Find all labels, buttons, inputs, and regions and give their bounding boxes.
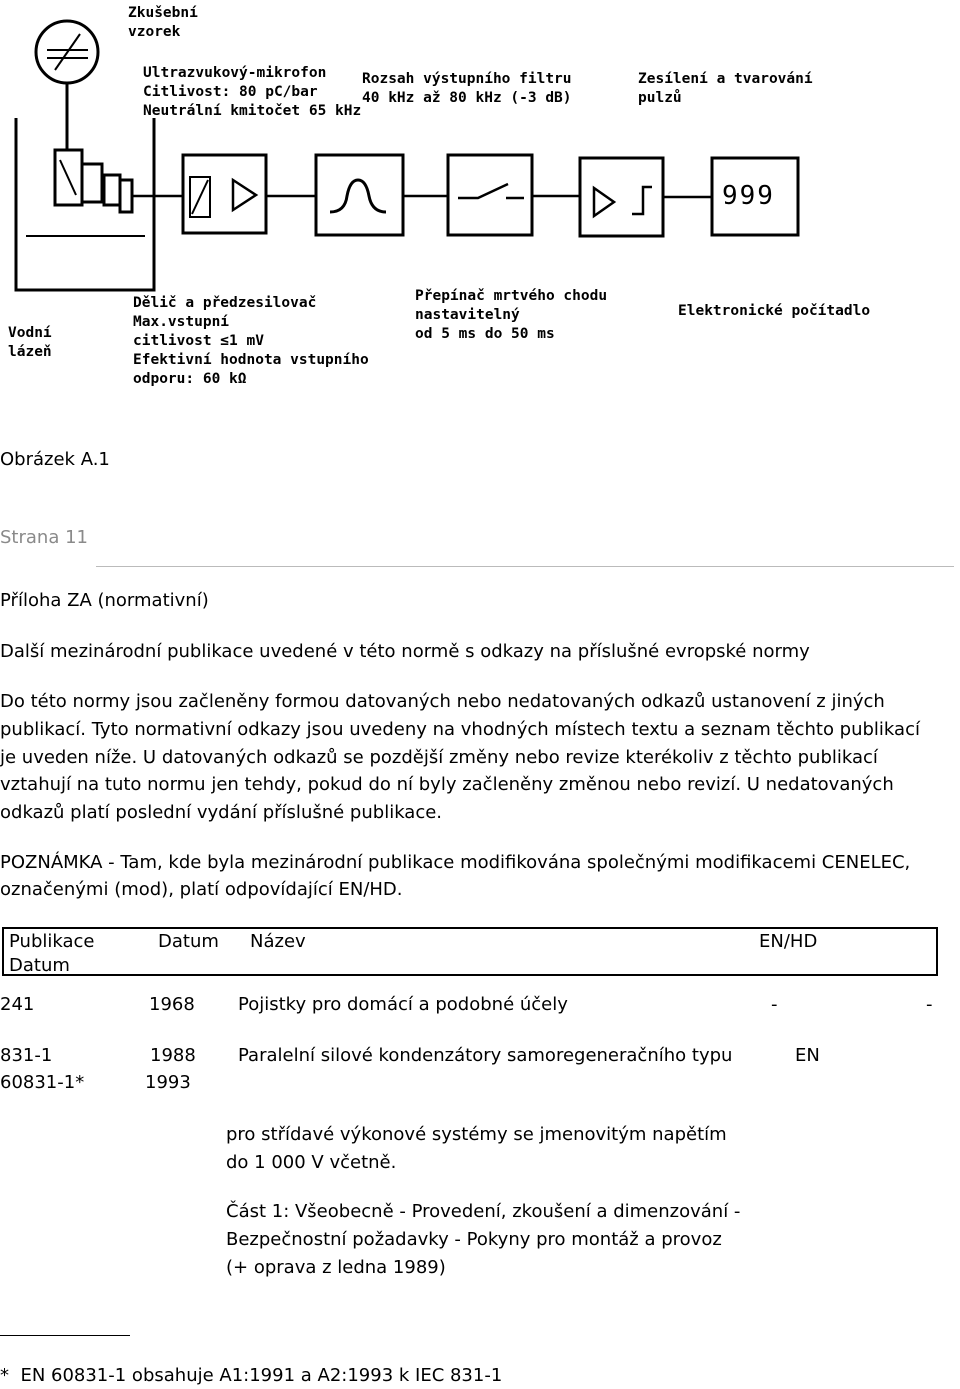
cell-title: Pojistky pro domácí a podobné účely [238,994,568,1015]
paragraph-line: je uveden níže. U datovaných odkazů se pozdější změny nebo revize kterékoliv z těchto publikací [0,747,878,768]
label-water-bath: Vodní lázeň [8,325,52,360]
cell-publication: 241 [0,994,35,1015]
figure-caption: Obrázek A.1 [0,449,110,470]
header-en-hd: EN/HD [759,931,818,952]
cell-en-hd: EN [795,1045,820,1066]
cell-date2: - [926,994,933,1015]
continuation-line: (+ oprava z ledna 1989) [226,1257,446,1278]
label-divider: Dělič a předzesilovač Max.vstupní citlivost ≤1 mV Efektivní hodnota vstupního odporu: 60 kΩ [133,295,369,387]
note-line: označenými (mod), platí odpovídající EN/HD. [0,879,403,900]
figure-diagram [0,0,960,410]
paragraph-line: vztahují na tuto normu jen tehdy, pokud do ní byly začleněny změnou nebo revizí. U nedatovaných [0,774,894,795]
block-filter [316,155,403,235]
cell-en-number: 60831-1* [0,1072,85,1093]
block-amplifier [580,158,663,236]
cell-date: 1968 [149,994,195,1015]
section-title: Další mezinárodní publikace uvedené v této normě s odkazy na příslušné evropské normy [0,641,810,662]
header-publication: Publikace [9,931,95,952]
page-divider [96,566,954,567]
counter-display: 999 [722,181,775,211]
note-line: POZNÁMKA - Tam, kde byla mezinárodní publikace modifikována společnými modifikacemi CENELEC, [0,852,911,873]
cell-date: 1988 [150,1045,196,1066]
continuation-line: Část 1: Všeobecně - Provedení, zkoušení a dimenzování - [226,1201,741,1222]
cell-publication: 831-1 [0,1045,53,1066]
header-date2: Datum [9,955,70,976]
label-dead-time-switch: Přepínač mrtvého chodu nastavitelný od 5 ms do 50 ms [415,288,608,342]
footnote-rule [0,1335,130,1336]
continuation-line: Bezpečnostní požadavky - Pokyny pro montáž a provoz [226,1229,722,1250]
paragraph-line: odkazů platí poslední vydání příslušné publikace. [0,802,443,823]
cell-en-date: 1993 [145,1072,191,1093]
label-test-sample: Zkušební vzorek [128,5,198,40]
cell-en-hd: - [771,994,778,1015]
cell-title: Paralelní silové kondenzátory samoregeneračního typu [238,1045,733,1066]
label-filter: Rozsah výstupního filtru 40 kHz až 80 kHz (-3 dB) [362,71,572,106]
microphone-probe [82,164,102,202]
continuation-line: do 1 000 V včetně. [226,1152,397,1173]
paragraph-line: Do této normy jsou začleněny formou datovaných nebo nedatovaných odkazů ustanovení z jiných [0,691,885,712]
page-label: Strana 11 [0,527,88,548]
label-amplifier: Zesílení a tvarování pulzů [638,71,813,106]
block-dead-time-switch [448,155,532,235]
continuation-line: pro střídavé výkonové systémy se jmenovitým napětím [226,1124,727,1145]
footnote: * EN 60831-1 obsahuje A1:1991 a A2:1993 k IEC 831-1 [0,1365,503,1386]
header-title: Název [250,931,306,952]
annex-title: Příloha ZA (normativní) [0,590,209,611]
label-counter: Elektronické počítadlo [678,303,871,319]
header-date: Datum [158,931,219,952]
paragraph-line: publikací. Tyto normativní odkazy jsou uvedeny na vhodných místech textu a seznam těchto publikací [0,719,920,740]
label-microphone: Ultrazvukový-mikrofon Citlivost: 80 pC/bar Neutrální kmitočet 65 kHz [143,65,362,119]
